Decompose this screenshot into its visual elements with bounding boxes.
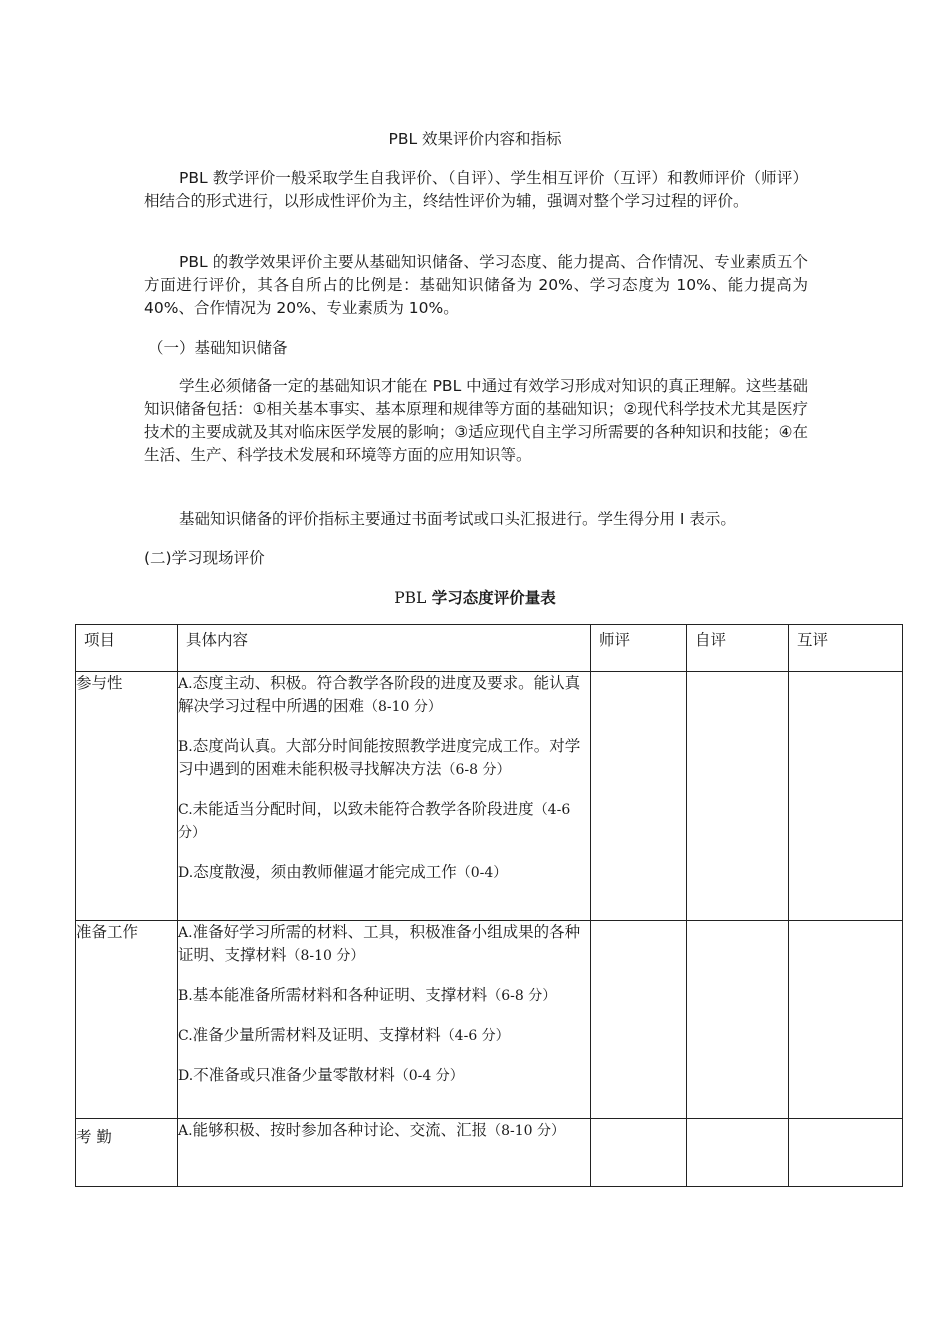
criterion-letter: A. bbox=[178, 1123, 193, 1139]
header-teacher: 师评 bbox=[591, 625, 687, 672]
section-heading-1: （一）基础知识储备 bbox=[148, 339, 288, 357]
criterion bbox=[178, 1064, 590, 1087]
header-item: 项目 bbox=[76, 625, 178, 672]
criterion-letter: B. bbox=[178, 739, 193, 755]
criterion-letter: D. bbox=[178, 1068, 194, 1084]
criterion-score: （6-8 分） bbox=[487, 988, 557, 1004]
row-item-label: 准备工作 bbox=[76, 921, 178, 1119]
self-score-cell bbox=[687, 921, 789, 1119]
criterion-score: （0-4） bbox=[456, 865, 508, 881]
assessment-paragraph: 基础知识储备的评价指标主要通过书面考试或口头汇报进行。学生得分用 I 表示。 bbox=[179, 510, 736, 528]
criterion-text: 态度主动、积极。符合教学各阶段的进度及要求。能认真解决学习过程中所遇的困难 bbox=[178, 674, 581, 715]
header-self: 自评 bbox=[687, 625, 789, 672]
criterion-text: 准备好学习所需的材料、工具，积极准备小组成果的各种证明、支撑材料 bbox=[178, 923, 581, 964]
criterion bbox=[178, 921, 590, 967]
criterion bbox=[178, 861, 590, 884]
criterion-score: （8-10 分） bbox=[487, 1123, 565, 1139]
header-content: 具体内容 bbox=[178, 625, 591, 672]
criterion-score: （4-6 分） bbox=[178, 802, 571, 841]
criterion-text: 能够积极、按时参加各种讨论、交流、汇报 bbox=[192, 1121, 488, 1139]
row-item-label: 考 勤 bbox=[76, 1119, 178, 1187]
criterion-score: （8-10 分） bbox=[364, 699, 442, 715]
criterion-letter: A. bbox=[178, 925, 193, 941]
teacher-score-cell bbox=[591, 1119, 687, 1187]
criterion bbox=[178, 1024, 590, 1047]
row-criteria bbox=[178, 672, 591, 921]
criterion bbox=[178, 798, 590, 844]
criterion bbox=[178, 1119, 590, 1142]
evaluation-table bbox=[75, 624, 903, 1187]
self-score-cell bbox=[687, 1119, 789, 1187]
table-title-text: 学习态度评价量表 bbox=[431, 589, 556, 607]
criterion-score: （4-6 分） bbox=[440, 1028, 510, 1044]
section-heading-2: (二)学习现场评价 bbox=[144, 549, 265, 567]
table-row bbox=[76, 672, 903, 921]
row-criteria bbox=[178, 921, 591, 1119]
criterion-score: （8-10 分） bbox=[286, 948, 365, 964]
criterion-text: 态度尚认真。大部分时间能按照教学进度完成工作。对学习中遇到的困难未能积极寻找解决方法 bbox=[178, 737, 581, 778]
table-header-row bbox=[76, 625, 903, 672]
criterion-letter: C. bbox=[178, 802, 193, 818]
row-criteria bbox=[178, 1119, 591, 1187]
criterion bbox=[178, 984, 590, 1007]
table-row bbox=[76, 1119, 903, 1187]
criterion-text: 准备少量所需材料及证明、支撑材料 bbox=[192, 1026, 441, 1044]
header-peer: 互评 bbox=[789, 625, 903, 672]
self-score-cell bbox=[687, 672, 789, 921]
intro-paragraph: PBL 教学评价一般采取学生自我评价、（自评）、学生相互评价（互评）和教师评价（师评）相结合的形式进行，以形成性评价为主，终结性评价为辅，强调对整个学习过程的评价。 bbox=[144, 169, 808, 210]
criterion-text: 未能适当分配时间，以致未能符合教学各阶段进度 bbox=[192, 800, 534, 818]
criterion-letter: A. bbox=[178, 676, 193, 692]
table-row bbox=[76, 921, 903, 1119]
peer-score-cell bbox=[789, 921, 903, 1119]
criterion bbox=[178, 735, 590, 781]
peer-score-cell bbox=[789, 1119, 903, 1187]
criterion-score: （6-8 分） bbox=[441, 762, 511, 778]
criterion bbox=[178, 672, 590, 718]
criterion-letter: B. bbox=[178, 988, 193, 1004]
table-title bbox=[0, 587, 950, 609]
document-title: PBL 效果评价内容和指标 bbox=[388, 130, 562, 148]
criterion-score: （0-4 分） bbox=[394, 1068, 464, 1084]
teacher-score-cell bbox=[591, 672, 687, 921]
weights-paragraph: PBL 的教学效果评价主要从基础知识储备、学习态度、能力提高、合作情况、专业素质五个方面进行评价，其各自所占的比例是：基础知识储备为 20%、学习态度为 10%、能力提高为 40%、合作情况为 20%、专业素质为 10%。 bbox=[144, 253, 808, 317]
table-title-prefix: PBL bbox=[394, 589, 427, 607]
knowledge-paragraph: 学生必须储备一定的基础知识才能在 PBL 中通过有效学习形成对知识的真正理解。这些基础知识储备包括：①相关基本事实、基本原理和规律等方面的基础知识；②现代科学技术尤其是医疗技术的主要成就及其对临床医学发展的影响；③适应现代自主学习所需要的各种知识和技能；④在生活、生产、科学技术发展和环境等方面的应用知识等。 bbox=[144, 377, 808, 464]
teacher-score-cell bbox=[591, 921, 687, 1119]
criterion-letter: C. bbox=[178, 1028, 193, 1044]
criterion-text: 态度散漫，须由教师催逼才能完成工作 bbox=[193, 863, 457, 881]
peer-score-cell bbox=[789, 672, 903, 921]
criterion-text: 基本能准备所需材料和各种证明、支撑材料 bbox=[192, 986, 488, 1004]
criterion-text: 不准备或只准备少量零散材料 bbox=[193, 1066, 395, 1084]
row-item-label: 参与性 bbox=[76, 672, 178, 921]
criterion-letter: D. bbox=[178, 865, 194, 881]
